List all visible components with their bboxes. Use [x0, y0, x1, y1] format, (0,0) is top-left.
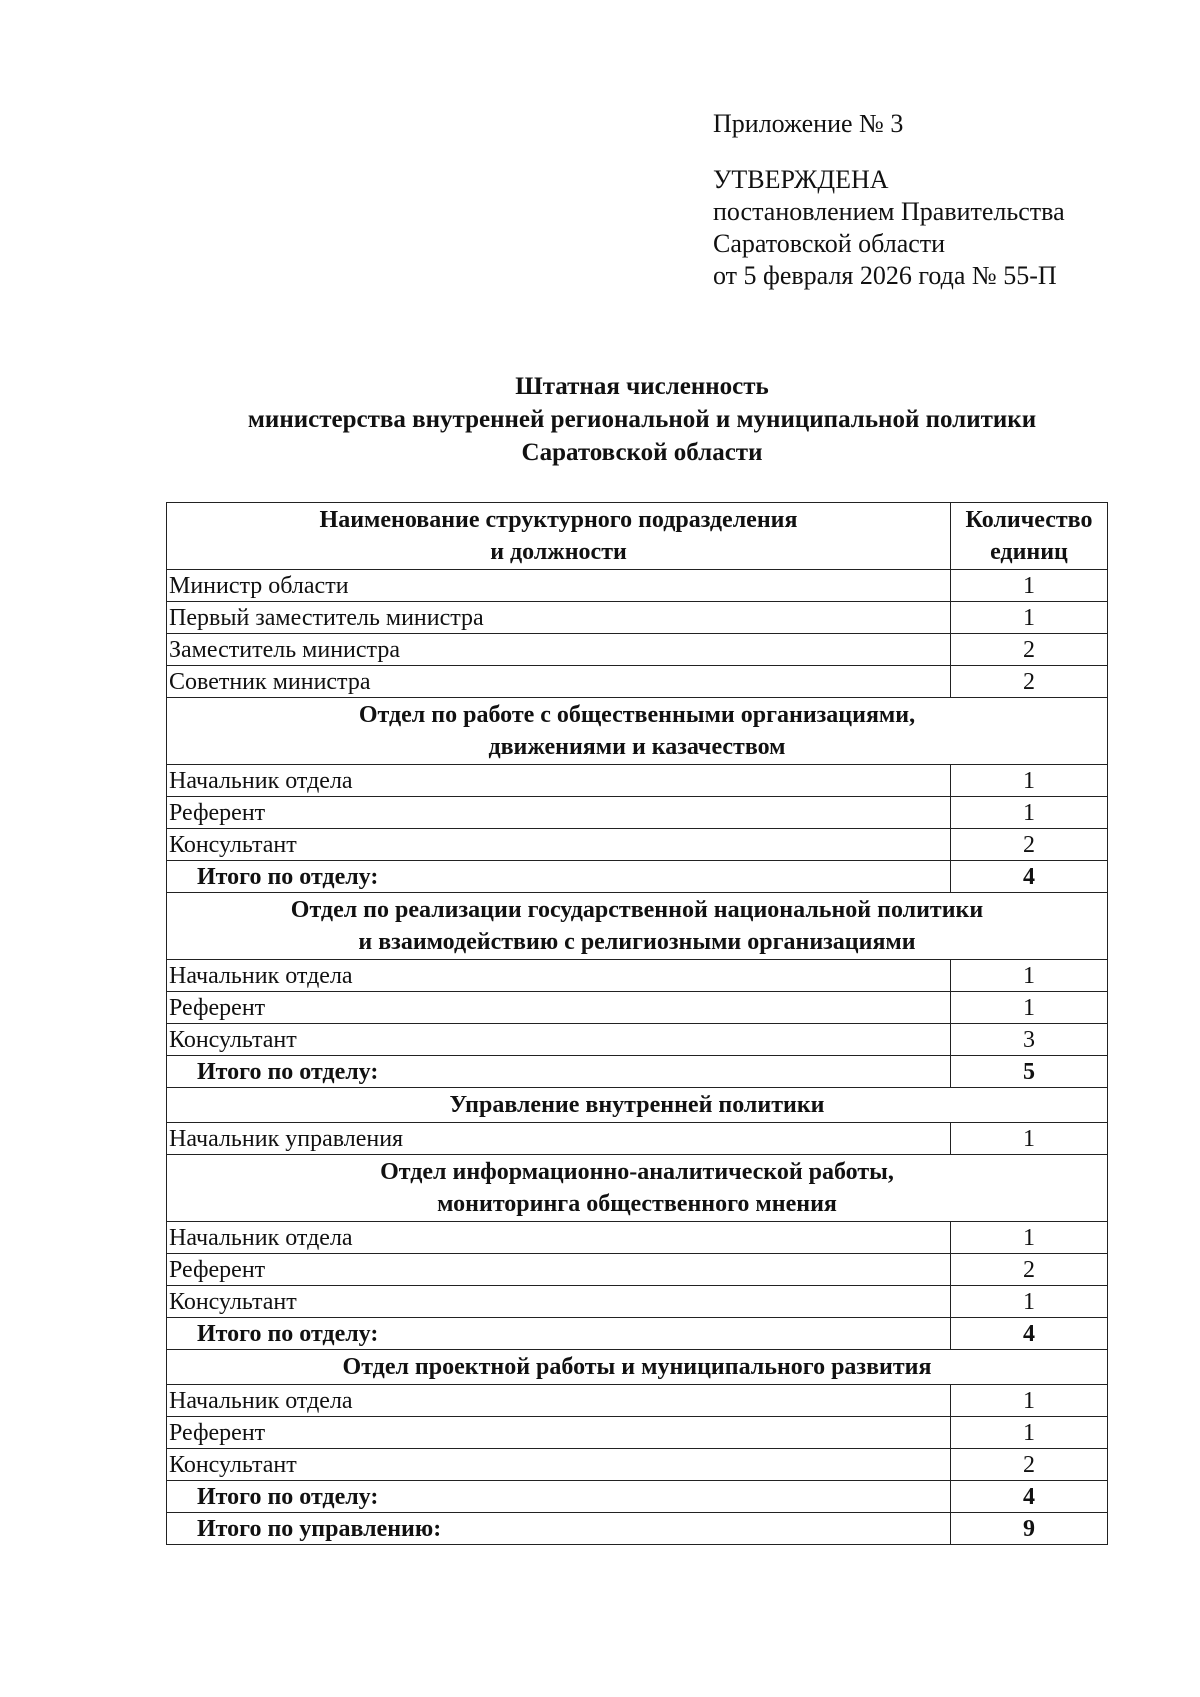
table-header-row [167, 503, 1108, 570]
table-row [167, 797, 1108, 829]
approval-stamp [713, 108, 1065, 292]
table-row [167, 1123, 1108, 1155]
table-row [167, 829, 1108, 861]
table-row [167, 960, 1108, 992]
position-name: Консультант [167, 1024, 951, 1056]
position-quantity: 1 [951, 1123, 1108, 1155]
position-quantity: 1 [951, 797, 1108, 829]
total-label: Итого по отделу: [167, 1318, 951, 1350]
title-line-2: министерства внутренней региональной и муниципальной политики [247, 406, 1037, 433]
position-name: Референт [167, 797, 951, 829]
section-title-line: мониторинга общественного мнения [437, 1191, 837, 1217]
section-title [167, 1350, 1108, 1385]
total-quantity: 4 [951, 861, 1108, 893]
total-label: Итого по отделу: [167, 1056, 951, 1088]
header-name-line-1: Наименование структурного подразделения [319, 507, 798, 533]
header-qty-column [951, 503, 1108, 570]
section-header-row [167, 698, 1108, 765]
section-title-line: Отдел по работе с общественными организациями, [358, 702, 916, 728]
position-name: Консультант [167, 1286, 951, 1318]
approval-line-1: постановлением Правительства [713, 197, 1065, 226]
section-title [167, 893, 1108, 960]
table-row [167, 1024, 1108, 1056]
position-name: Министр области [167, 570, 951, 602]
header-name-column [167, 503, 951, 570]
position-quantity: 2 [951, 1254, 1108, 1286]
total-row [167, 1318, 1108, 1350]
header-name-line-2: и должности [490, 539, 627, 565]
position-name: Начальник отдела [167, 765, 951, 797]
total-row [167, 861, 1108, 893]
title-line-3: Саратовской области [521, 439, 763, 466]
position-name: Начальник отдела [167, 960, 951, 992]
section-title [167, 1155, 1108, 1222]
section-header-row [167, 1088, 1108, 1123]
total-label: Итого по отделу: [167, 861, 951, 893]
total-quantity: 4 [951, 1318, 1108, 1350]
position-name: Начальник отдела [167, 1222, 951, 1254]
section-header-row [167, 1350, 1108, 1385]
table-row [167, 602, 1108, 634]
position-name: Первый заместитель министра [167, 602, 951, 634]
table-row [167, 765, 1108, 797]
position-quantity: 2 [951, 829, 1108, 861]
position-name: Консультант [167, 829, 951, 861]
table-row [167, 1254, 1108, 1286]
document-title [0, 370, 1200, 469]
position-name: Начальник управления [167, 1123, 951, 1155]
total-quantity: 5 [951, 1056, 1108, 1088]
section-title-line: и взаимодействию с религиозными организациями [358, 929, 916, 955]
position-name: Референт [167, 1254, 951, 1286]
section-title [167, 1088, 1108, 1123]
spacer [713, 140, 1065, 164]
table-body [167, 570, 1108, 1545]
total-row [167, 1481, 1108, 1513]
section-header-row [167, 893, 1108, 960]
title-line-1: Штатная численность [515, 373, 769, 400]
table-row [167, 1417, 1108, 1449]
total-quantity: 4 [951, 1481, 1108, 1513]
position-quantity: 1 [951, 1417, 1108, 1449]
table-row [167, 666, 1108, 698]
total-quantity: 9 [951, 1513, 1108, 1545]
position-quantity: 2 [951, 634, 1108, 666]
table-row [167, 1449, 1108, 1481]
section-title-line: Отдел проектной работы и муниципального развития [342, 1354, 932, 1380]
position-quantity: 1 [951, 1286, 1108, 1318]
approval-line-2: Саратовской области [713, 229, 946, 258]
table-row [167, 1222, 1108, 1254]
position-quantity: 2 [951, 1449, 1108, 1481]
position-quantity: 3 [951, 1024, 1108, 1056]
total-row [167, 1056, 1108, 1088]
section-header-row [167, 1155, 1108, 1222]
table-row [167, 992, 1108, 1024]
table-row [167, 1385, 1108, 1417]
position-name: Заместитель министра [167, 634, 951, 666]
position-name: Референт [167, 992, 951, 1024]
position-quantity: 1 [951, 960, 1108, 992]
staffing-table [166, 502, 1108, 1545]
position-quantity: 1 [951, 992, 1108, 1024]
section-title-line: Управление внутренней политики [449, 1092, 825, 1118]
header-qty-line-2: единиц [990, 539, 1068, 565]
position-quantity: 1 [951, 602, 1108, 634]
position-quantity: 1 [951, 1385, 1108, 1417]
position-quantity: 1 [951, 765, 1108, 797]
section-title [167, 698, 1108, 765]
position-quantity: 2 [951, 666, 1108, 698]
section-title-line: Отдел информационно-аналитической работы, [380, 1159, 894, 1185]
appendix-number: Приложение № 3 [713, 109, 904, 138]
position-name: Советник министра [167, 666, 951, 698]
position-name: Референт [167, 1417, 951, 1449]
table-row [167, 634, 1108, 666]
section-title-line: Отдел по реализации государственной национальной политики [290, 897, 984, 923]
table-row [167, 570, 1108, 602]
total-label: Итого по управлению: [167, 1513, 951, 1545]
position-quantity: 1 [951, 570, 1108, 602]
total-label: Итого по отделу: [167, 1481, 951, 1513]
approval-line-3: от 5 февраля 2026 года № 55-П [713, 261, 1057, 290]
position-name: Начальник отдела [167, 1385, 951, 1417]
header-qty-line-1: Количество [965, 507, 1093, 533]
table-row [167, 1286, 1108, 1318]
section-title-line: движениями и казачеством [488, 734, 786, 760]
total-row [167, 1513, 1108, 1545]
position-quantity: 1 [951, 1222, 1108, 1254]
position-name: Консультант [167, 1449, 951, 1481]
approved-label: УТВЕРЖДЕНА [713, 165, 889, 194]
